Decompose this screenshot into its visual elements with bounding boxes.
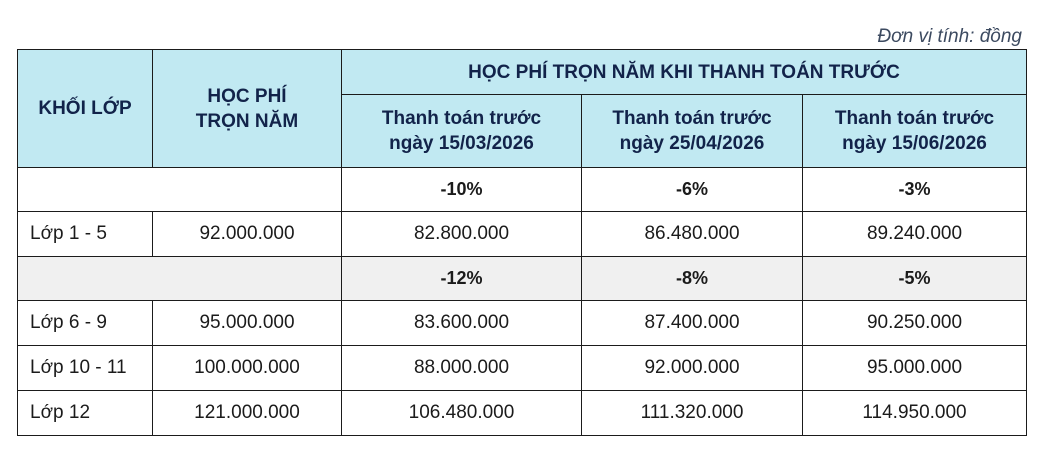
table-row — [18, 212, 1027, 257]
annual-fee-cell: 121.000.000 — [153, 391, 342, 436]
header-annual-fee-line2: TRỌN NĂM — [195, 110, 299, 132]
grade-cell: Lớp 6 - 9 — [18, 301, 153, 346]
header-period-3-line2: ngày 15/06/2026 — [842, 133, 987, 154]
table-row — [18, 391, 1027, 436]
prepay-cell: 87.400.000 — [582, 301, 803, 346]
header-row-top — [18, 50, 1027, 95]
header-period-1-line2: ngày 15/03/2026 — [389, 133, 534, 154]
prepay-cell: 92.000.000 — [582, 346, 803, 391]
prepay-cell: 82.800.000 — [342, 212, 582, 257]
header-period-3 — [803, 95, 1027, 168]
discount-row — [18, 257, 1027, 301]
prepay-cell: 83.600.000 — [342, 301, 582, 346]
annual-fee-cell: 100.000.000 — [153, 346, 342, 391]
unit-note: Đơn vị tính: đồng — [877, 26, 1022, 47]
grade-cell: Lớp 1 - 5 — [18, 212, 153, 257]
header-period-2-line1: Thanh toán trước — [612, 108, 772, 129]
discount-row-spacer — [18, 257, 342, 301]
discount-row-spacer — [18, 168, 342, 212]
grade-cell: Lớp 12 — [18, 391, 153, 436]
header-annual-fee — [153, 50, 342, 168]
discount-cell: -8% — [582, 257, 803, 301]
discount-cell: -5% — [803, 257, 1027, 301]
discount-cell: -6% — [582, 168, 803, 212]
prepay-cell: 95.000.000 — [803, 346, 1027, 391]
prepay-cell: 86.480.000 — [582, 212, 803, 257]
discount-cell: -10% — [342, 168, 582, 212]
header-period-3-line1: Thanh toán trước — [834, 108, 995, 129]
discount-cell: -12% — [342, 257, 582, 301]
prepay-cell: 88.000.000 — [342, 346, 582, 391]
table-row — [18, 346, 1027, 391]
header-period-2 — [582, 95, 803, 168]
prepay-cell: 106.480.000 — [342, 391, 582, 436]
header-period-1 — [342, 95, 582, 168]
header-grade: KHỐI LỚP — [18, 50, 153, 168]
prepay-cell: 90.250.000 — [803, 301, 1027, 346]
table-row — [18, 301, 1027, 346]
discount-cell: -3% — [803, 168, 1027, 212]
annual-fee-cell: 95.000.000 — [153, 301, 342, 346]
prepay-cell: 114.950.000 — [803, 391, 1027, 436]
discount-row — [18, 168, 1027, 212]
header-period-1-line1: Thanh toán trước — [381, 108, 542, 129]
header-annual-fee-line1: HỌC PHÍ — [207, 85, 287, 107]
annual-fee-cell: 92.000.000 — [153, 212, 342, 257]
tuition-fee-table — [17, 49, 1027, 436]
header-prepay-group: HỌC PHÍ TRỌN NĂM KHI THANH TOÁN TRƯỚC — [342, 50, 1027, 95]
header-period-2-line2: ngày 25/04/2026 — [619, 133, 765, 154]
grade-cell: Lớp 10 - 11 — [18, 346, 153, 391]
prepay-cell: 111.320.000 — [582, 391, 803, 436]
prepay-cell: 89.240.000 — [803, 212, 1027, 257]
